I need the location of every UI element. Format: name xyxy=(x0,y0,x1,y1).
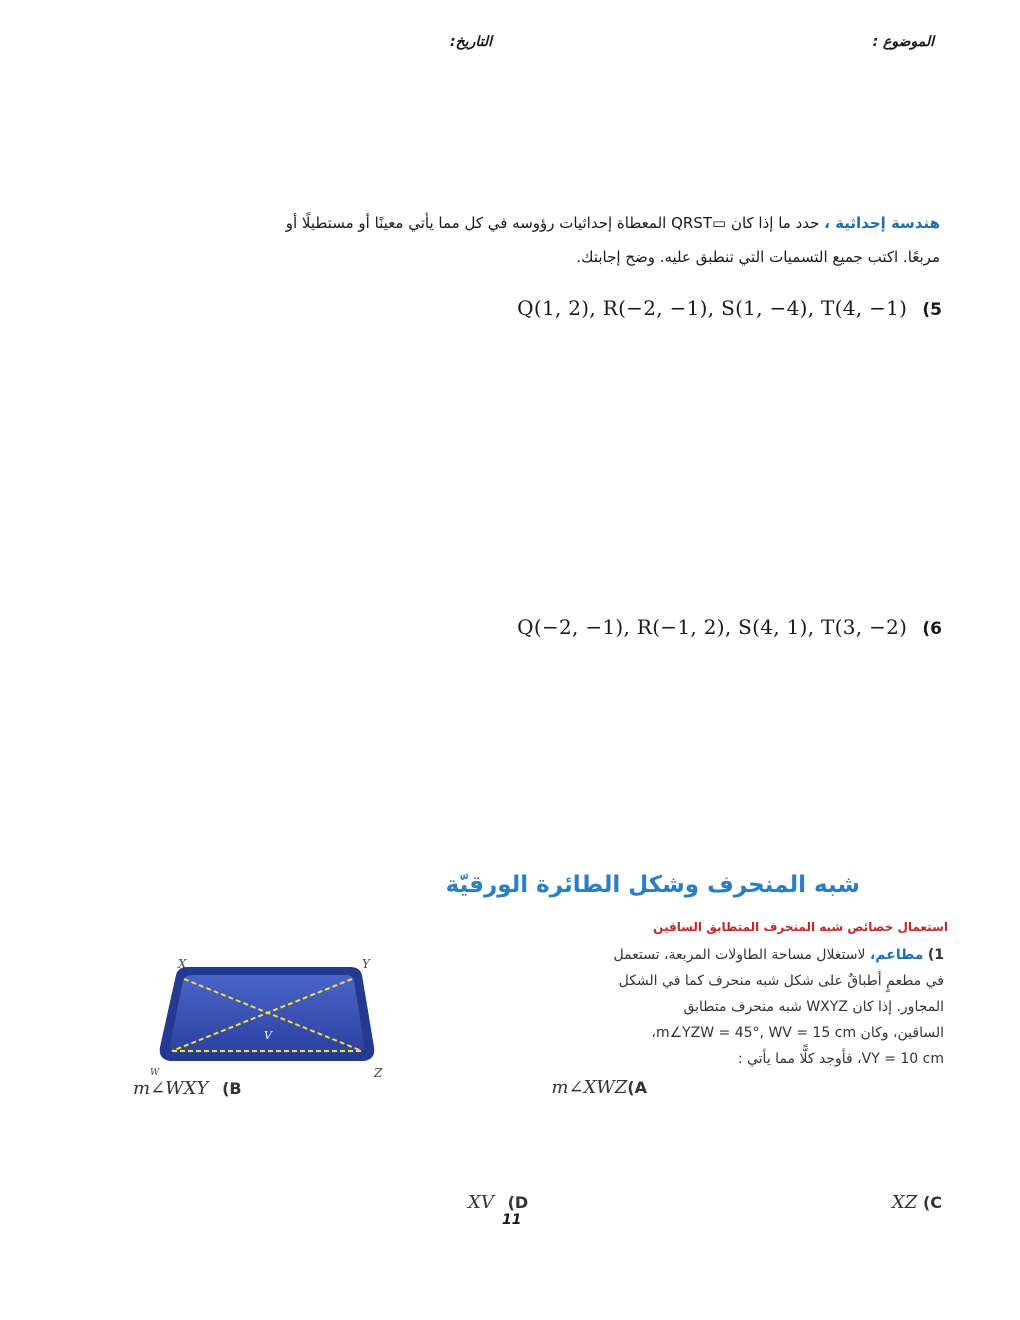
lesson-subtitle: استعمال خصائص شبه المنحرف المتطابق الساقين xyxy=(653,920,948,934)
instructions xyxy=(240,206,940,274)
part-d xyxy=(468,1192,528,1213)
label-v: V xyxy=(264,1029,272,1042)
label-x: X xyxy=(178,957,187,971)
part-a-letter: (A xyxy=(627,1078,647,1097)
part-c-expr: XZ xyxy=(891,1192,918,1213)
problem-line-2 xyxy=(484,968,944,994)
label-y: Y xyxy=(362,957,370,971)
question-6-expression: Q(−2, −1), R(−1, 2), S(4, 1), T(3, −2) xyxy=(517,615,908,639)
lesson-title: شبه المنحرف وشكل الطائرة الورقيّة xyxy=(445,872,860,898)
instructions-line-2 xyxy=(240,240,940,274)
problem-line-4 xyxy=(484,1020,944,1046)
problem-text-1: لاستغلال مساحة الطاولات المربعة، تستعمل xyxy=(613,947,866,963)
part-b-letter: (B xyxy=(222,1079,242,1098)
date-label: التاريخ: xyxy=(450,34,492,50)
problem-number: 1) xyxy=(927,947,944,963)
part-c-letter: (C xyxy=(922,1193,942,1212)
part-b-expr: m∠WXY xyxy=(133,1078,209,1099)
problem-line-1 xyxy=(484,942,944,968)
instructions-line-1 xyxy=(240,206,940,240)
problem-text-3: المجاور. إذا كان WXYZ شبه منحرف متطابق xyxy=(683,999,944,1015)
problem-topic: مطاعم، xyxy=(869,947,924,963)
subject-label: الموضوع : xyxy=(872,34,934,50)
problem-line-3 xyxy=(484,994,944,1020)
instructions-topic: هندسة إحداثية ، xyxy=(824,214,940,232)
question-5-expression: Q(1, 2), R(−2, −1), S(1, −4), T(4, −1) xyxy=(517,296,908,320)
label-w: W xyxy=(150,1068,160,1078)
part-a xyxy=(551,1077,647,1098)
part-b xyxy=(133,1078,242,1099)
problem-text xyxy=(484,942,944,1072)
label-z: Z xyxy=(374,1066,383,1080)
page-number: 11 xyxy=(502,1212,522,1228)
part-d-expr: XV xyxy=(468,1192,494,1213)
problem-text-4: الساقين، وكان m∠YZW = 45°, WV = 15 cm، xyxy=(651,1025,944,1041)
part-c xyxy=(892,1192,942,1213)
trapezoid-tray-figure xyxy=(150,955,395,1083)
question-6 xyxy=(517,615,942,639)
question-5 xyxy=(517,296,942,320)
problem-text-2: في مطعمٍ أطباقٌ على شكل شبه منحرف كما في الشكل xyxy=(618,973,944,989)
part-a-expr: m∠XWZ xyxy=(551,1077,628,1098)
problem-text-5: VY = 10 cm، فأوجد كلًّا مما يأتي : xyxy=(737,1051,944,1067)
instructions-text-2: مربعًا. اكتب جميع التسميات التي تنطبق عليه. وضح إجابتك. xyxy=(576,248,940,266)
problem-line-5 xyxy=(484,1046,944,1072)
part-d-letter: (D xyxy=(507,1193,529,1212)
question-5-number: (5 xyxy=(922,300,942,320)
instructions-text-1: حدد ما إذا كان ▭QRST المعطاة إحداثيات رؤوسه في كل مما يأتي معينًا أو مستطيلًا أو xyxy=(285,214,820,232)
question-6-number: (6 xyxy=(922,619,942,639)
